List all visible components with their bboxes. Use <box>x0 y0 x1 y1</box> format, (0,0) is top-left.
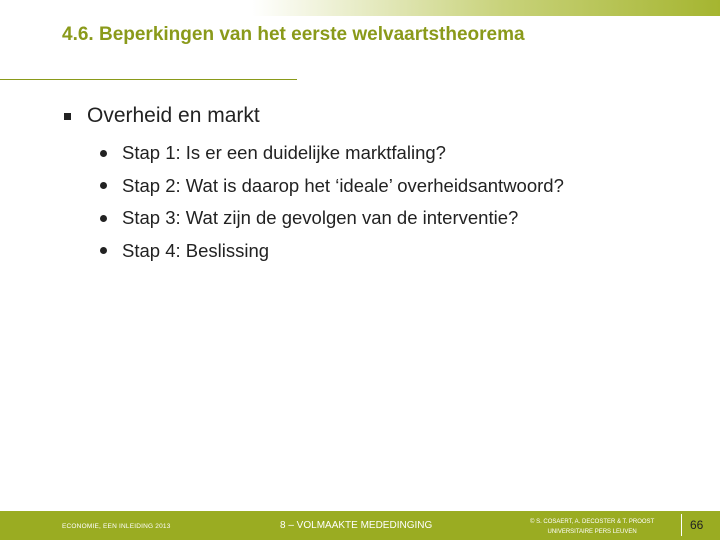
round-bullet-icon <box>100 247 107 254</box>
round-bullet-icon <box>100 182 107 189</box>
title-underline <box>0 79 297 80</box>
slide-title: 4.6. Beperkingen van het eerste welvaartstheorema <box>62 24 525 45</box>
section-heading <box>64 104 260 128</box>
footer-divider <box>681 514 682 536</box>
list-item <box>100 202 564 235</box>
footer-bar <box>0 511 720 540</box>
section-label: Overheid en markt <box>87 104 260 127</box>
footer-authors: © S. COSAERT, A. DECOSTER & T. PROOST <box>530 519 655 525</box>
top-gradient-bar <box>0 0 720 16</box>
square-bullet-icon <box>64 113 71 120</box>
step-text: Stap 3: Wat zijn de gevolgen van de interventie? <box>122 207 519 229</box>
page-number: 66 <box>690 518 704 532</box>
step-text: Stap 2: Wat is daarop het ‘ideale’ overheidsantwoord? <box>122 174 564 196</box>
list-item <box>100 137 564 170</box>
round-bullet-icon <box>100 215 107 222</box>
round-bullet-icon <box>100 150 107 157</box>
footer-chapter: 8 – VOLMAAKTE MEDEDINGING <box>280 520 433 531</box>
footer-copyright <box>530 517 654 537</box>
list-item <box>100 235 564 268</box>
list-item <box>100 170 564 203</box>
step-text: Stap 1: Is er een duidelijke marktfaling? <box>122 142 446 164</box>
step-list <box>100 137 564 267</box>
footer-publisher: UNIVERSITAIRE PERS LEUVEN <box>547 529 637 535</box>
footer-course-title: ECONOMIE, EEN INLEIDING 2013 <box>62 523 171 530</box>
step-text: Stap 4: Beslissing <box>122 239 270 261</box>
